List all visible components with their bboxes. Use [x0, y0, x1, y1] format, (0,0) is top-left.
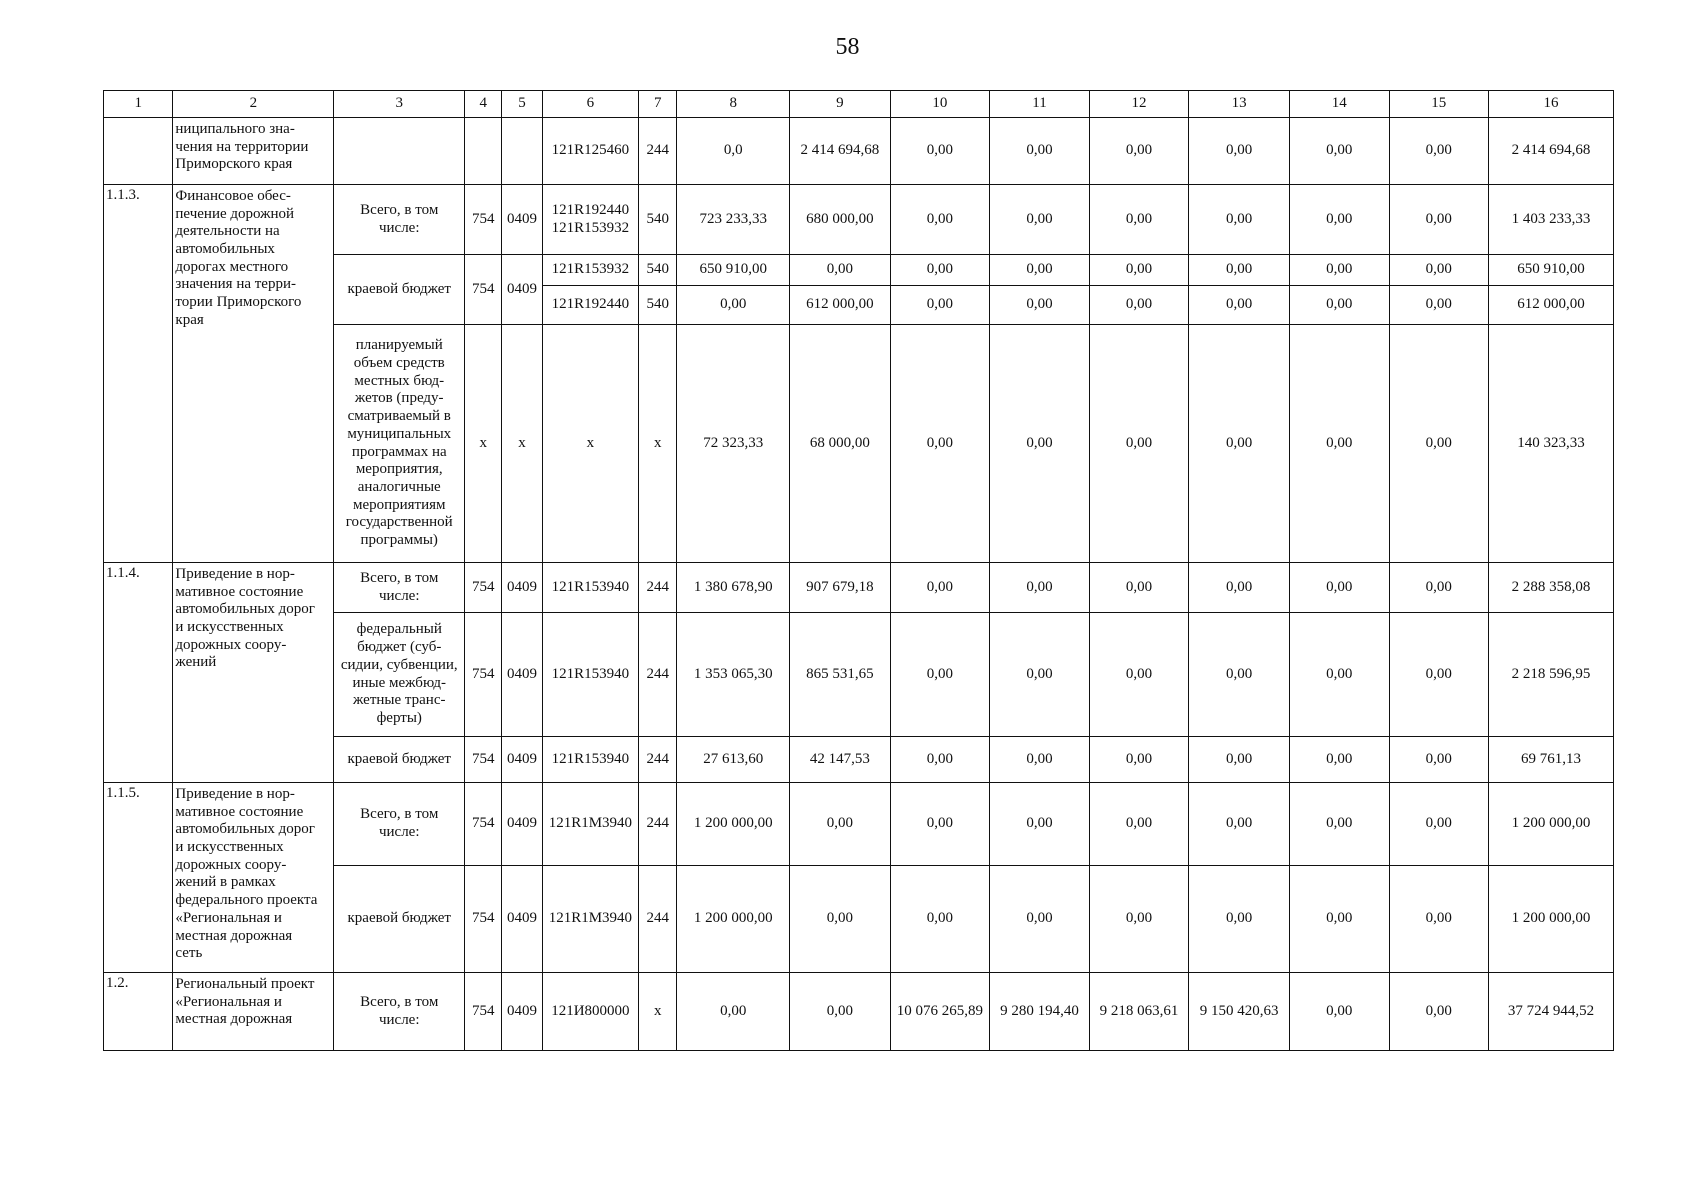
cell: 0409 [502, 613, 542, 737]
cell: 0,00 [890, 185, 990, 255]
cell: 650 910,00 [677, 255, 790, 286]
cell: 754 [465, 866, 502, 973]
cell: 612 000,00 [1489, 286, 1614, 325]
cell: 0,00 [1389, 286, 1489, 325]
cell: x [502, 325, 542, 563]
cell: 0,00 [990, 286, 1090, 325]
header-cell: 12 [1089, 91, 1189, 118]
source-cell: Всего, в том числе: [334, 783, 465, 866]
cell: 0,00 [1389, 325, 1489, 563]
cell: 0,00 [1389, 255, 1489, 286]
cell: 0,00 [990, 325, 1090, 563]
header-cell: 6 [542, 91, 639, 118]
cell: 9 150 420,63 [1189, 973, 1290, 1051]
source-cell: Всего, в том числе: [334, 973, 465, 1051]
cell: 723 233,33 [677, 185, 790, 255]
item-name-cell: ниципального зна- чения на территории Приморского края [173, 118, 334, 185]
budget-table [103, 90, 1614, 1051]
header-cell: 2 [173, 91, 334, 118]
header-row [104, 91, 1614, 118]
cell: 244 [639, 563, 677, 613]
header-cell: 4 [465, 91, 502, 118]
cell: 0,00 [1189, 286, 1290, 325]
cell: 0,00 [890, 866, 990, 973]
cell: 0,00 [990, 563, 1090, 613]
table-row [104, 973, 1614, 1051]
cell: 1 200 000,00 [677, 866, 790, 973]
table-row [104, 783, 1614, 866]
cell: 0,00 [1289, 973, 1389, 1051]
cell: 0,00 [1089, 783, 1189, 866]
cell: 244 [639, 613, 677, 737]
cell: 121R125460 [542, 118, 639, 185]
cell: 0,00 [1289, 866, 1389, 973]
cell: 0,00 [1089, 563, 1189, 613]
cell: 0,00 [1289, 255, 1389, 286]
source-cell: краевой бюджет [334, 866, 465, 973]
cell: 540 [639, 286, 677, 325]
cell: 754 [465, 737, 502, 783]
cell: 0,00 [1289, 613, 1389, 737]
cell: x [465, 325, 502, 563]
header-cell: 10 [890, 91, 990, 118]
table-row [104, 185, 1614, 255]
cell: 72 323,33 [677, 325, 790, 563]
cell: 0,00 [990, 783, 1090, 866]
source-cell: Всего, в том числе: [334, 185, 465, 255]
cell: 865 531,65 [790, 613, 891, 737]
header-cell: 9 [790, 91, 891, 118]
cell: 0,00 [1389, 118, 1489, 185]
cell: 0,00 [1289, 563, 1389, 613]
cell: 754 [465, 613, 502, 737]
header-cell: 8 [677, 91, 790, 118]
source-cell: краевой бюджет [334, 255, 465, 325]
cell: 0,00 [1089, 737, 1189, 783]
cell: 612 000,00 [790, 286, 891, 325]
cell: 907 679,18 [790, 563, 891, 613]
cell: 0,00 [1089, 118, 1189, 185]
cell: 1 200 000,00 [677, 783, 790, 866]
cell: 0,00 [1189, 737, 1290, 783]
cell: 0,00 [1389, 973, 1489, 1051]
source-cell: краевой бюджет [334, 737, 465, 783]
cell: 0409 [502, 563, 542, 613]
header-cell: 13 [1189, 91, 1290, 118]
cell: 0,00 [1289, 118, 1389, 185]
cell: 244 [639, 866, 677, 973]
cell: 1 200 000,00 [1489, 783, 1614, 866]
cell: 0,00 [1189, 325, 1290, 563]
cell: 9 280 194,40 [990, 973, 1090, 1051]
cell: 0,00 [990, 255, 1090, 286]
cell: 0,00 [1089, 613, 1189, 737]
cell: 0409 [502, 866, 542, 973]
cell: 0,00 [890, 286, 990, 325]
cell: 754 [465, 563, 502, 613]
cell: 2 414 694,68 [790, 118, 891, 185]
cell: 0,00 [790, 866, 891, 973]
cell: 0409 [502, 973, 542, 1051]
header-cell: 3 [334, 91, 465, 118]
cell: 1 403 233,33 [1489, 185, 1614, 255]
cell: 2 288 358,08 [1489, 563, 1614, 613]
cell: 0409 [502, 783, 542, 866]
cell: 0,00 [1189, 866, 1290, 973]
cell: 0,00 [1189, 563, 1290, 613]
cell: 0,00 [1089, 255, 1189, 286]
source-cell: планируемый объем средств местных бюд- жетов (преду- сматриваемый в муниципальных программах на мероприятия, аналогичные мероприятиям государственной программы) [334, 325, 465, 563]
cell: 1 380 678,90 [677, 563, 790, 613]
cell: 69 761,13 [1489, 737, 1614, 783]
cell: 0,00 [1189, 255, 1290, 286]
item-number-cell: 1.1.5. [104, 783, 173, 973]
cell: 0,00 [890, 563, 990, 613]
cell: 1 353 065,30 [677, 613, 790, 737]
cell: 0,00 [1189, 783, 1290, 866]
cell: 0,00 [1289, 783, 1389, 866]
cell: 0409 [502, 185, 542, 255]
cell: 0,00 [1289, 185, 1389, 255]
cell: 0,00 [1089, 866, 1189, 973]
cell: 0,00 [1089, 286, 1189, 325]
cell: 244 [639, 118, 677, 185]
item-name-cell: Приведение в нор- мативное состояние автомобильных дорог и искусственных дорожных соору- жений [173, 563, 334, 783]
cell: 0,00 [677, 973, 790, 1051]
item-number-cell [104, 118, 173, 185]
header-cell: 16 [1489, 91, 1614, 118]
item-name-cell: Региональный проект «Региональная и местная дорожная [173, 973, 334, 1051]
cell: 2 218 596,95 [1489, 613, 1614, 737]
cell: 0,00 [990, 613, 1090, 737]
cell: 10 076 265,89 [890, 973, 990, 1051]
cell: 121R153932 [542, 255, 639, 286]
cell: 680 000,00 [790, 185, 891, 255]
item-name-cell: Финансовое обес- печение дорожной деятельности на автомобильных дорогах местного значения на терри- тории Приморского края [173, 185, 334, 563]
cell: 0,00 [1089, 325, 1189, 563]
header-cell: 15 [1389, 91, 1489, 118]
cell: 0,00 [1389, 185, 1489, 255]
table-row [104, 563, 1614, 613]
cell: 0,00 [1189, 118, 1290, 185]
cell: 121R192440 121R153932 [542, 185, 639, 255]
cell: 0,00 [1089, 185, 1189, 255]
item-name-cell: Приведение в нор- мативное состояние автомобильных дорог и искусственных дорожных соору- жений в рамках федерального проекта «Региональная и местная дорожная сеть [173, 783, 334, 973]
cell: 2 414 694,68 [1489, 118, 1614, 185]
cell: 121R153940 [542, 737, 639, 783]
page-number: 58 [835, 34, 860, 60]
source-cell: Всего, в том числе: [334, 563, 465, 613]
cell: 0,00 [1289, 737, 1389, 783]
cell: x [542, 325, 639, 563]
cell: 37 724 944,52 [1489, 973, 1614, 1051]
cell: 540 [639, 255, 677, 286]
cell: 1 200 000,00 [1489, 866, 1614, 973]
source-cell: федеральный бюджет (суб- сидии, субвенции, иные межбюд- жетные транс- ферты) [334, 613, 465, 737]
cell: 0,00 [990, 185, 1090, 255]
cell: 650 910,00 [1489, 255, 1614, 286]
cell: 121R153940 [542, 563, 639, 613]
cell: 9 218 063,61 [1089, 973, 1189, 1051]
cell: 27 613,60 [677, 737, 790, 783]
cell: 42 147,53 [790, 737, 891, 783]
cell: 68 000,00 [790, 325, 891, 563]
cell: 0,00 [1389, 737, 1489, 783]
cell: 0,00 [1289, 286, 1389, 325]
header-cell: 5 [502, 91, 542, 118]
cell: 121И800000 [542, 973, 639, 1051]
cell: 121R1M3940 [542, 866, 639, 973]
cell: 244 [639, 737, 677, 783]
header-cell: 7 [639, 91, 677, 118]
cell: 0,0 [677, 118, 790, 185]
cell: 0,00 [1189, 185, 1290, 255]
cell: 0409 [502, 737, 542, 783]
cell [502, 118, 542, 185]
cell: 0,00 [1389, 866, 1489, 973]
cell: 754 [465, 783, 502, 866]
cell: 121R192440 [542, 286, 639, 325]
cell: 0,00 [890, 325, 990, 563]
header-cell: 14 [1289, 91, 1389, 118]
cell: 121R153940 [542, 613, 639, 737]
cell: 0,00 [677, 286, 790, 325]
cell: 0,00 [990, 737, 1090, 783]
item-number-cell: 1.2. [104, 973, 173, 1051]
cell: 0,00 [1389, 783, 1489, 866]
header-cell: 1 [104, 91, 173, 118]
table-row [104, 118, 1614, 185]
cell: 754 [465, 255, 502, 325]
cell: 140 323,33 [1489, 325, 1614, 563]
cell: 540 [639, 185, 677, 255]
cell: x [639, 325, 677, 563]
item-number-cell: 1.1.3. [104, 185, 173, 563]
cell [465, 118, 502, 185]
cell: 754 [465, 973, 502, 1051]
cell: 0,00 [890, 118, 990, 185]
cell: 0409 [502, 255, 542, 325]
cell: 0,00 [790, 973, 891, 1051]
cell: 0,00 [990, 866, 1090, 973]
cell: 0,00 [890, 613, 990, 737]
cell: 0,00 [1389, 613, 1489, 737]
cell: 0,00 [790, 255, 891, 286]
cell: 244 [639, 783, 677, 866]
cell: 0,00 [990, 118, 1090, 185]
header-cell: 11 [990, 91, 1090, 118]
cell: 754 [465, 185, 502, 255]
source-cell [334, 118, 465, 185]
cell: 0,00 [1389, 563, 1489, 613]
cell: 0,00 [1189, 613, 1290, 737]
cell: 0,00 [890, 737, 990, 783]
cell: 0,00 [790, 783, 891, 866]
cell: 121R1M3940 [542, 783, 639, 866]
cell: 0,00 [890, 783, 990, 866]
cell: x [639, 973, 677, 1051]
cell: 0,00 [890, 255, 990, 286]
cell: 0,00 [1289, 325, 1389, 563]
item-number-cell: 1.1.4. [104, 563, 173, 783]
